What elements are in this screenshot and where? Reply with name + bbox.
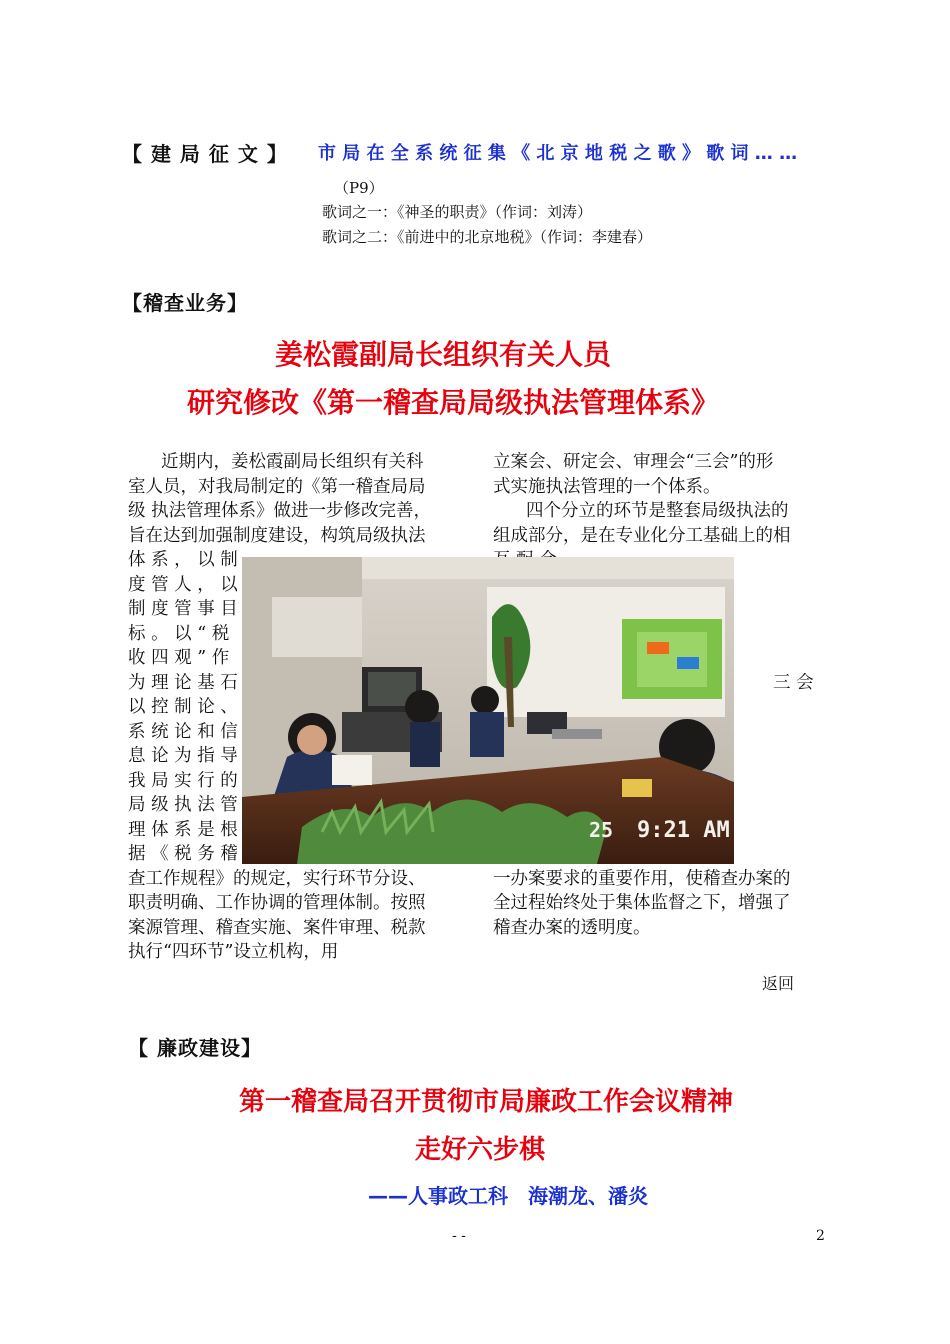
section1-page-ref: （P9） [334, 179, 384, 197]
article2-title-line1: 第一稽查局召开贯彻市局廉政工作会议精神 [238, 1087, 733, 1117]
text-line: 制 度 管 事 目 [128, 599, 238, 619]
article2-title-line2: 走好六步棋 [414, 1135, 545, 1165]
text-line: 近期内，姜松霞副局长组织有关科 [161, 452, 424, 472]
text-line: 三 会 [773, 672, 814, 693]
section-label-lianzheng: 【 廉政建设】 [128, 1036, 262, 1060]
text-line: 度 管 人 ， 以 [128, 574, 238, 595]
page-number: 2 [816, 1228, 825, 1244]
section-label-jicha: 【稽查业务】 [122, 291, 248, 315]
text-line: 一办案要求的重要作用，使稽查办案的 [493, 868, 791, 889]
back-link[interactable]: 返回 [762, 974, 795, 993]
text-line: 体 系 ， 以 制 [128, 550, 238, 570]
article-title-line2: 研究修改《第一稽查局局级执法管理体系》 [186, 386, 719, 419]
text-line: 室人员，对我局制定的《第一稽查局局 [128, 476, 426, 497]
lyric-item-1: 歌词之一：《神圣的职责》（作词：刘涛） [322, 203, 593, 221]
photo-date-digits: 25 [589, 818, 614, 842]
text-line: 职责明确、工作协调的管理体制。按照 [128, 893, 426, 913]
lyric-item-2: 歌词之二：《前进中的北京地税》（作词：李建春） [322, 228, 653, 246]
text-line: 旨在达到加强制度建设，构筑局级执法 [128, 525, 426, 546]
text-line: 收 四 观 ” 作 [128, 648, 230, 668]
text-line: 系 统 论 和 信 [128, 721, 238, 742]
text-line: 立案会、研定会、审理会“三会”的形 [493, 452, 774, 472]
text-line: 级 执法管理体系》做进一步修改完善， [128, 501, 432, 521]
text-line: 局 级 执 法 管 [128, 795, 238, 815]
text-line: 组成部分，是在专业化分工基础上的相 [493, 525, 791, 546]
section1-headline[interactable]: 市 局 在 全 系 统 征 集 《 北 京 地 税 之 歌 》 歌 词 … … [318, 143, 798, 164]
article-title-line1: 姜松霞副局长组织有关人员 [274, 338, 611, 371]
footer-center: - - [452, 1228, 466, 1244]
text-line: 稽查办案的透明度。 [493, 917, 651, 938]
text-line: 理 体 系 是 根 [128, 819, 238, 840]
text-line: 查工作规程》的规定，实行环节分设、 [128, 868, 426, 889]
text-line: 我 局 实 行 的 [128, 770, 238, 791]
text-line: 案源管理、稽查实施、案件审理、税款 [128, 917, 426, 938]
text-line: 四个分立的环节是整套局级执法的 [526, 501, 789, 521]
meeting-photo [242, 557, 734, 864]
text-line: 全过程始终处于集体监督之下，增强了 [493, 893, 791, 913]
text-line: 执行“四环节”设立机构，用 [128, 942, 339, 962]
photo-timestamp: 9:21 AM [637, 818, 730, 843]
text-line: 式实施执法管理的一个体系。 [493, 476, 721, 497]
text-line: 为 理 论 基 石 [128, 672, 238, 693]
text-line: 据 《 税 务 稽 [128, 844, 238, 864]
text-line: 标 。 以 “ 税 [128, 623, 230, 644]
text-line: 以 控 制 论 、 [128, 697, 238, 717]
article2-byline: ——人事政工科 海潮龙、潘炎 [368, 1184, 648, 1208]
section-label-jianju: 【 建 局 征 文 】 [122, 142, 288, 166]
text-line: 息 论 为 指 导 [128, 746, 238, 766]
